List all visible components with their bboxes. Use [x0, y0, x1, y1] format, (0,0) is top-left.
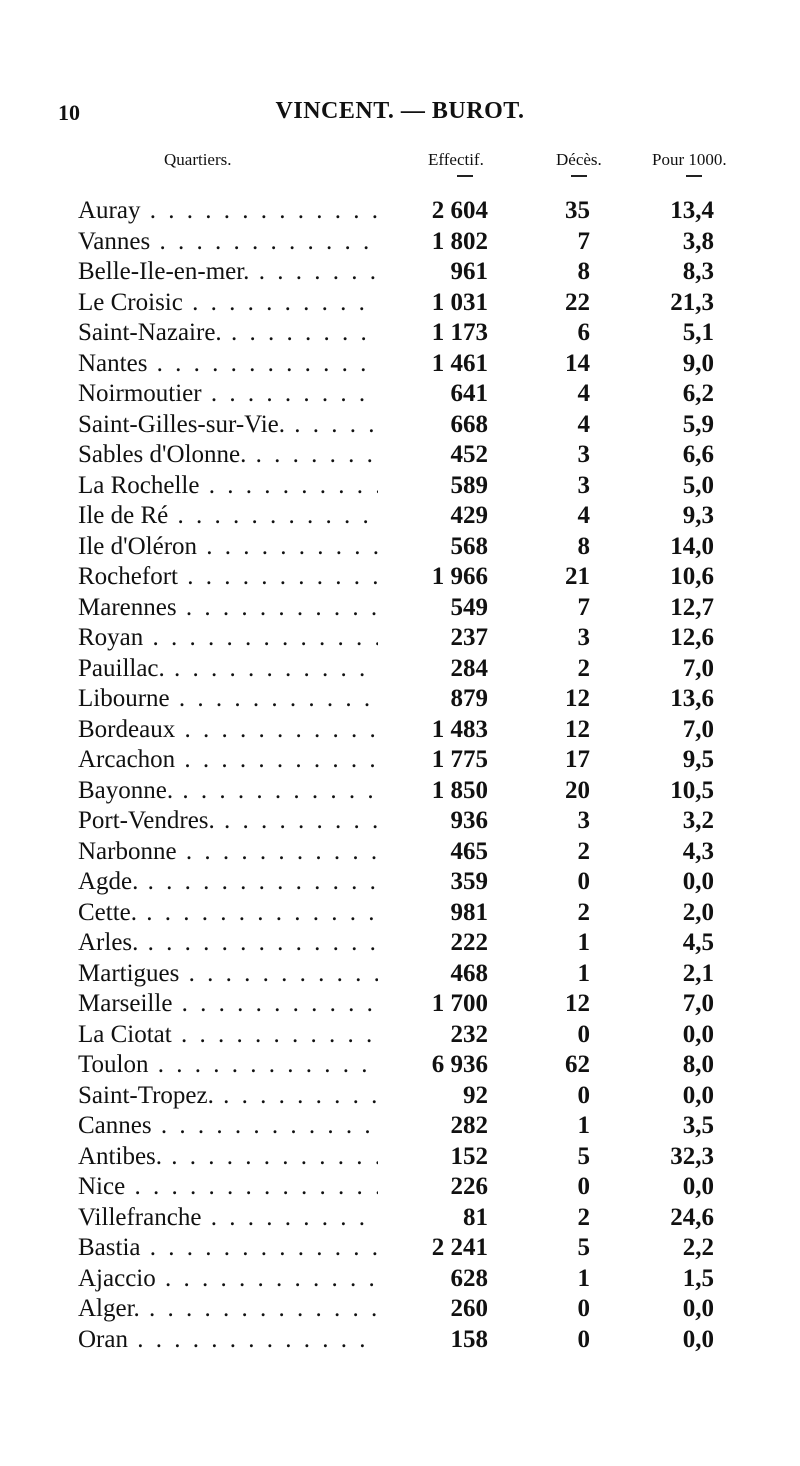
- effectif-value: 641: [450, 380, 488, 407]
- quartier-name: Noirmoutier . . .: [78, 379, 378, 409]
- effectif-value: 468: [450, 959, 488, 987]
- quartier-name: Nice . . .: [78, 1172, 378, 1202]
- quartier-name: Ile d'Oléron . . .: [78, 532, 378, 562]
- quartier-name: Cette. . . .: [78, 898, 378, 928]
- table-row: [0, 562, 800, 593]
- pour-1000-value: 10,5: [670, 776, 714, 804]
- table-row: [0, 379, 800, 410]
- pour-1000-value: 0,0: [682, 1081, 714, 1109]
- pour-1000-value: 6,2: [682, 380, 714, 407]
- pour-1000-value: 0,0: [682, 1295, 714, 1322]
- pour-1000-value: 0,0: [682, 1020, 714, 1048]
- table-row: [0, 776, 800, 807]
- deces-value: 5: [577, 1234, 590, 1261]
- deces-value: 0: [577, 1325, 590, 1353]
- deces-value: 62: [565, 1051, 590, 1078]
- quartier-name: Saint-Tropez. . . .: [78, 1081, 378, 1111]
- pour-1000-value: 14,0: [670, 532, 714, 560]
- quartier-name: La Rochelle . . .: [78, 471, 378, 501]
- deces-value: 2: [577, 1203, 590, 1231]
- quartier-name: Sables d'Olonne. . . .: [78, 440, 378, 470]
- effectif-value: 359: [450, 868, 488, 895]
- quartier-name: Antibes. . . .: [78, 1142, 378, 1172]
- pour-1000-value: 1,5: [682, 1264, 714, 1292]
- quartier-name: Libourne . . .: [78, 684, 378, 714]
- table-row: [0, 471, 800, 502]
- quartier-name: Bordeaux . . .: [78, 715, 378, 745]
- table-row: [0, 1233, 800, 1264]
- quartier-name: Pauillac. . . .: [78, 654, 378, 684]
- effectif-value: 1 031: [431, 288, 488, 316]
- quartier-name: Le Croisic . . .: [78, 288, 378, 318]
- deces-value: 6: [577, 319, 590, 346]
- effectif-value: 1 850: [431, 776, 488, 804]
- table-row: [0, 257, 800, 288]
- table-row: [0, 898, 800, 929]
- pour-1000-value: 8,0: [682, 1051, 714, 1078]
- deces-value: 7: [577, 227, 590, 255]
- deces-value: 8: [577, 258, 590, 285]
- quartier-name: Oran . . .: [78, 1325, 378, 1355]
- pour-1000-value: 7,0: [682, 654, 714, 682]
- quartier-name: Belle-Ile-en-mer. . . .: [78, 257, 378, 287]
- effectif-value: 1 173: [431, 319, 488, 346]
- table-row: [0, 959, 800, 990]
- deces-value: 1: [577, 929, 590, 956]
- pour-1000-value: 2,1: [682, 959, 714, 987]
- table-row: [0, 1172, 800, 1203]
- quartier-name: Narbonne . . .: [78, 837, 378, 867]
- table-row: [0, 867, 800, 898]
- deces-value: 35: [565, 197, 590, 224]
- page-number: 10: [58, 100, 80, 125]
- effectif-value: 232: [450, 1020, 488, 1048]
- pour-1000-value: 5,1: [682, 319, 714, 346]
- pour-1000-value: 9,0: [682, 349, 714, 377]
- effectif-value: 1 461: [431, 349, 488, 377]
- deces-value: 1: [577, 1264, 590, 1292]
- pour-1000-value: 9,5: [682, 746, 714, 773]
- deces-value: 12: [565, 990, 590, 1017]
- pour-1000-value: 6,6: [682, 441, 714, 468]
- deces-value: 1: [577, 959, 590, 987]
- deces-value: 8: [577, 532, 590, 560]
- deces-value: 3: [577, 441, 590, 468]
- pour-1000-value: 9,3: [682, 502, 714, 529]
- table-row: [0, 1142, 800, 1173]
- table-row: [0, 623, 800, 654]
- pour-1000-value: 0,0: [682, 1325, 714, 1353]
- pour-1000-value: 24,6: [670, 1203, 714, 1231]
- table-row: [0, 837, 800, 868]
- effectif-value: 589: [450, 471, 488, 499]
- effectif-value: 465: [450, 837, 488, 865]
- header-rule: [686, 175, 702, 177]
- quartier-name: Bastia . . .: [78, 1233, 378, 1263]
- pour-1000-value: 0,0: [682, 1173, 714, 1200]
- deces-value: 4: [577, 410, 590, 438]
- deces-value: 4: [577, 502, 590, 529]
- deces-value: 3: [577, 471, 590, 499]
- effectif-value: 237: [450, 624, 488, 651]
- effectif-value: 158: [450, 1325, 488, 1353]
- effectif-value: 668: [450, 410, 488, 438]
- table-row: [0, 928, 800, 959]
- quartier-name: Marseille . . .: [78, 989, 378, 1019]
- deces-value: 7: [577, 593, 590, 621]
- deces-value: 22: [565, 288, 590, 316]
- effectif-value: 936: [450, 807, 488, 834]
- table-row: [0, 1264, 800, 1295]
- deces-value: 0: [577, 868, 590, 895]
- table-row: [0, 288, 800, 319]
- table-row: [0, 1050, 800, 1081]
- pour-1000-value: 21,3: [670, 288, 714, 316]
- effectif-value: 81: [463, 1203, 488, 1231]
- pour-1000-value: 12,7: [670, 593, 714, 621]
- deces-value: 12: [565, 715, 590, 743]
- deces-value: 5: [577, 1142, 590, 1170]
- effectif-value: 568: [450, 532, 488, 560]
- effectif-value: 549: [450, 593, 488, 621]
- running-head: VINCENT. — BUROT.: [275, 98, 525, 124]
- effectif-value: 961: [450, 258, 488, 285]
- table-row: [0, 745, 800, 776]
- effectif-value: 452: [450, 441, 488, 468]
- quartier-name: Rochefort . . .: [78, 562, 378, 592]
- pour-1000-value: 3,2: [682, 807, 714, 834]
- pour-1000-value: 2,0: [682, 898, 714, 926]
- pour-1000-value: 5,9: [682, 410, 714, 438]
- effectif-value: 1 483: [431, 715, 488, 743]
- quartier-name: Nantes . . .: [78, 349, 378, 379]
- header-quartiers: Quartiers.: [164, 150, 232, 169]
- table-row: [0, 593, 800, 624]
- table-row: [0, 989, 800, 1020]
- effectif-value: 628: [450, 1264, 488, 1292]
- deces-value: 1: [577, 1112, 590, 1139]
- deces-value: 2: [577, 837, 590, 865]
- effectif-value: 92: [463, 1081, 488, 1109]
- deces-value: 0: [577, 1295, 590, 1322]
- table-row: [0, 1111, 800, 1142]
- header-rule: [457, 175, 473, 177]
- deces-value: 2: [577, 654, 590, 682]
- table-row: [0, 654, 800, 685]
- quartier-name: Bayonne. . . .: [78, 776, 378, 806]
- pour-1000-value: 2,2: [682, 1234, 714, 1261]
- effectif-value: 429: [450, 502, 488, 529]
- deces-value: 12: [565, 685, 590, 712]
- header-pour-1000: Pour 1000.: [652, 150, 727, 169]
- header-rule: [571, 175, 587, 177]
- pour-1000-value: 7,0: [682, 715, 714, 743]
- quartier-name: Toulon . . .: [78, 1050, 378, 1080]
- pour-1000-value: 3,5: [682, 1112, 714, 1139]
- pour-1000-value: 4,3: [682, 837, 714, 865]
- effectif-value: 879: [450, 685, 488, 712]
- quartier-name: Royan . . .: [78, 623, 378, 653]
- quartier-name: Arles. . . .: [78, 928, 378, 958]
- deces-value: 3: [577, 624, 590, 651]
- pour-1000-value: 5,0: [682, 471, 714, 499]
- mortality-table: [0, 196, 800, 1355]
- pour-1000-value: 10,6: [670, 563, 714, 590]
- pour-1000-value: 3,8: [682, 227, 714, 255]
- pour-1000-value: 0,0: [682, 868, 714, 895]
- effectif-value: 284: [450, 654, 488, 682]
- deces-value: 0: [577, 1081, 590, 1109]
- effectif-value: 2 241: [431, 1234, 488, 1261]
- deces-value: 21: [565, 563, 590, 590]
- table-row: [0, 1020, 800, 1051]
- deces-value: 0: [577, 1173, 590, 1200]
- quartier-name: Saint-Gilles-sur-Vie. . . .: [78, 410, 378, 440]
- pour-1000-value: 32,3: [670, 1142, 714, 1170]
- pour-1000-value: 4,5: [682, 929, 714, 956]
- quartier-name: Ajaccio . . .: [78, 1264, 378, 1294]
- header-effectif: Effectif.: [428, 150, 484, 169]
- pour-1000-value: 13,6: [670, 685, 714, 712]
- deces-value: 0: [577, 1020, 590, 1048]
- header-deces: Décès.: [556, 150, 602, 169]
- quartier-name: La Ciotat . . .: [78, 1020, 378, 1050]
- quartier-name: Cannes . . .: [78, 1111, 378, 1141]
- quartier-name: Port-Vendres. . . .: [78, 806, 378, 836]
- pour-1000-value: 13,4: [670, 197, 714, 224]
- effectif-value: 1 802: [431, 227, 488, 255]
- table-row: [0, 806, 800, 837]
- table-row: [0, 1081, 800, 1112]
- effectif-value: 981: [450, 898, 488, 926]
- pour-1000-value: 12,6: [670, 624, 714, 651]
- quartier-name: Martigues . . .: [78, 959, 378, 989]
- pour-1000-value: 7,0: [682, 990, 714, 1017]
- quartier-name: Villefranche . . .: [78, 1203, 378, 1233]
- effectif-value: 1 700: [431, 990, 488, 1017]
- effectif-value: 2 604: [431, 197, 488, 224]
- quartier-name: Vannes . . .: [78, 227, 378, 257]
- table-row: [0, 227, 800, 258]
- deces-value: 20: [565, 776, 590, 804]
- table-row: [0, 196, 800, 227]
- table-row: [0, 318, 800, 349]
- table-row: [0, 501, 800, 532]
- table-row: [0, 1203, 800, 1234]
- effectif-value: 152: [450, 1142, 488, 1170]
- table-row: [0, 532, 800, 563]
- deces-value: 14: [565, 349, 590, 377]
- effectif-value: 222: [450, 929, 488, 956]
- quartier-name: Auray . . .: [78, 196, 378, 226]
- effectif-value: 1 775: [431, 746, 488, 773]
- table-row: [0, 1294, 800, 1325]
- effectif-value: 1 966: [431, 563, 488, 590]
- effectif-value: 6 936: [431, 1051, 488, 1078]
- quartier-name: Arcachon . . .: [78, 745, 378, 775]
- effectif-value: 226: [450, 1173, 488, 1200]
- table-row: [0, 715, 800, 746]
- effectif-value: 282: [450, 1112, 488, 1139]
- deces-value: 3: [577, 807, 590, 834]
- table-row: [0, 349, 800, 380]
- deces-value: 17: [565, 746, 590, 773]
- table-row: [0, 440, 800, 471]
- pour-1000-value: 8,3: [682, 258, 714, 285]
- deces-value: 2: [577, 898, 590, 926]
- effectif-value: 260: [450, 1295, 488, 1322]
- quartier-name: Saint-Nazaire. . . .: [78, 318, 378, 348]
- table-row: [0, 410, 800, 441]
- table-row: [0, 684, 800, 715]
- quartier-name: Agde. . . .: [78, 867, 378, 897]
- table-row: [0, 1325, 800, 1356]
- deces-value: 4: [577, 380, 590, 407]
- quartier-name: Marennes . . .: [78, 593, 378, 623]
- quartier-name: Alger. . . .: [78, 1294, 378, 1324]
- quartier-name: Ile de Ré . . .: [78, 501, 378, 531]
